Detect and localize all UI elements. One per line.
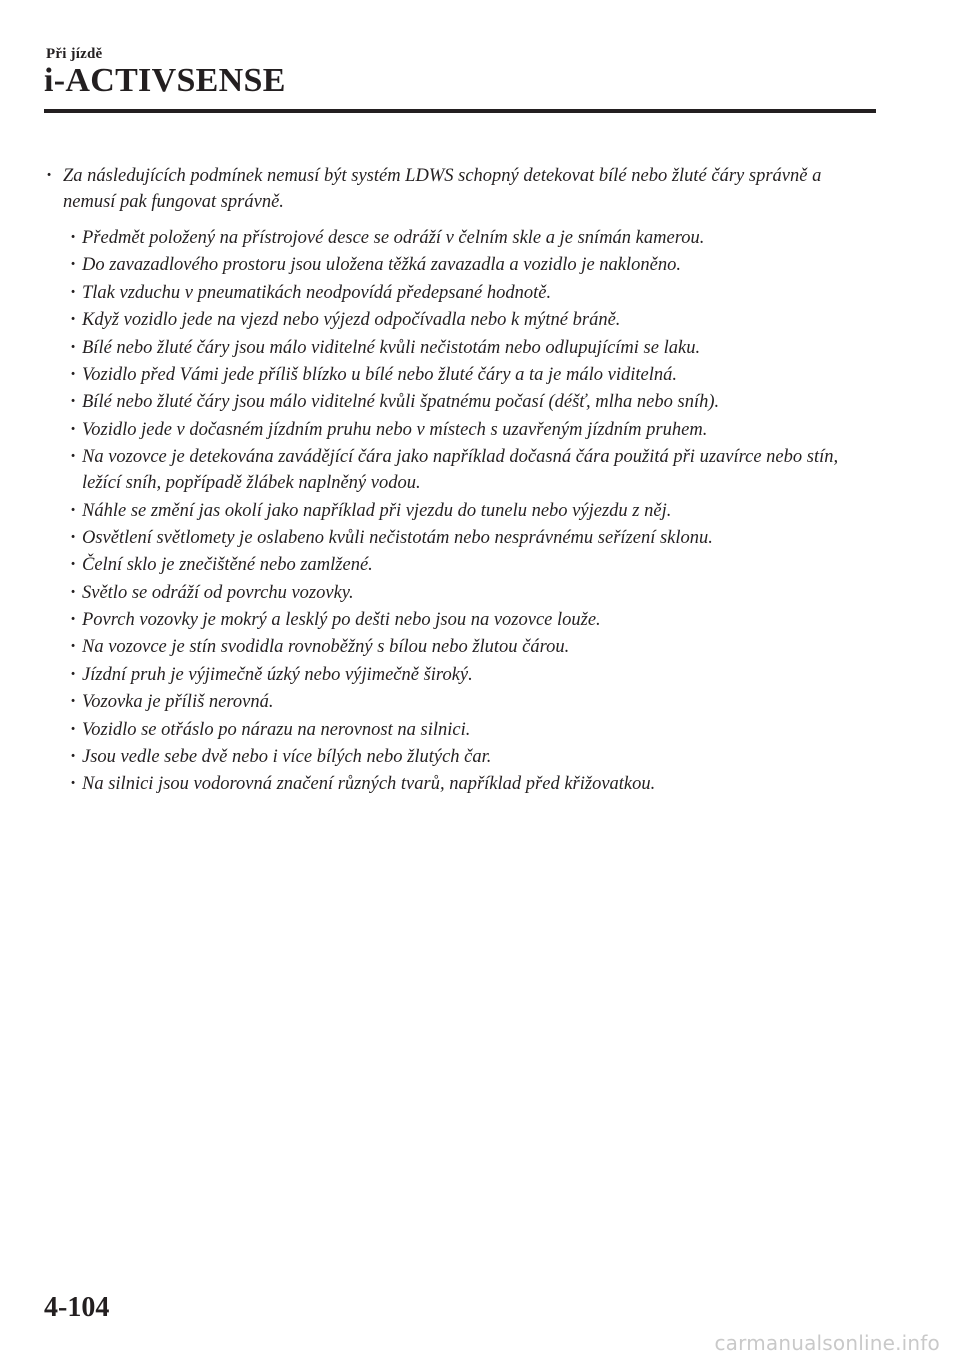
list-item: · Povrch vozovky je mokrý a lesklý po dešti nebo jsou na vozovce louže. [70, 607, 866, 633]
list-item: · Bílé nebo žluté čáry jsou málo viditelné kvůli nečistotám nebo odlupujícími se laku. [70, 335, 866, 361]
list-item: · Předmět položený na přístrojové desce se odráží v čelním skle a je snímán kamerou. [70, 225, 866, 251]
list-item: · Čelní sklo je znečištěné nebo zamlžené. [70, 552, 866, 578]
list-item: · Na vozovce je stín svodidla rovnoběžný s bílou nebo žlutou čárou. [70, 634, 866, 660]
chapter-title: i-ACTIVSENSE [44, 62, 286, 99]
page-number: 4-104 [44, 1292, 110, 1323]
section-label: Při jízdě [46, 46, 103, 62]
list-item: · Do zavazadlového prostoru jsou uložena těžká zavazadla a vozidlo je nakloněno. [70, 252, 866, 278]
watermark-text: carmanualsonline.info [714, 1331, 940, 1355]
list-item: · Vozidlo jede v dočasném jízdním pruhu nebo v místech s uzavřeným jízdním pruhem. [70, 417, 866, 443]
list-item: · Na silnici jsou vodorovná značení různých tvarů, například před křižovatkou. [70, 771, 866, 797]
intro-paragraph: · Za následujících podmínek nemusí být systém LDWS schopný detekovat bílé nebo žluté čáry správně a nemusí pak fungovat správně. [46, 163, 866, 215]
list-item: · Když vozidlo jede na vjezd nebo výjezd odpočívadla nebo k mýtné bráně. [70, 307, 866, 333]
list-item: · Vozidlo se otřáslo po nárazu na nerovnost na silnici. [70, 717, 866, 743]
conditions-list [46, 225, 866, 797]
list-item: · Tlak vzduchu v pneumatikách neodpovídá předepsané hodnotě. [70, 280, 866, 306]
title-divider [44, 109, 876, 113]
list-item: · Osvětlení světlomety je oslabeno kvůli nečistotám nebo nesprávnému seřízení sklonu. [70, 525, 866, 551]
list-item: · Jsou vedle sebe dvě nebo i více bílých nebo žlutých čar. [70, 744, 866, 770]
list-item: · Vozidlo před Vámi jede příliš blízko u bílé nebo žluté čáry a ta je málo viditelná. [70, 362, 866, 388]
list-item: · Vozovka je příliš nerovná. [70, 689, 866, 715]
list-item: · Bílé nebo žluté čáry jsou málo viditelné kvůli špatnému počasí (déšť, mlha nebo sníh). [70, 389, 866, 415]
content-body [46, 163, 866, 799]
list-item: · Světlo se odráží od povrchu vozovky. [70, 580, 866, 606]
list-item: · Náhle se změní jas okolí jako například při vjezdu do tunelu nebo výjezdu z něj. [70, 498, 866, 524]
list-item: · Jízdní pruh je výjimečně úzký nebo výjimečně široký. [70, 662, 866, 688]
list-item: · Na vozovce je detekována zavádějící čára jako například dočasná čára použitá při uzavírce nebo stín, ležící sníh, popřípadě žlábek naplněný vodou. [70, 444, 866, 496]
